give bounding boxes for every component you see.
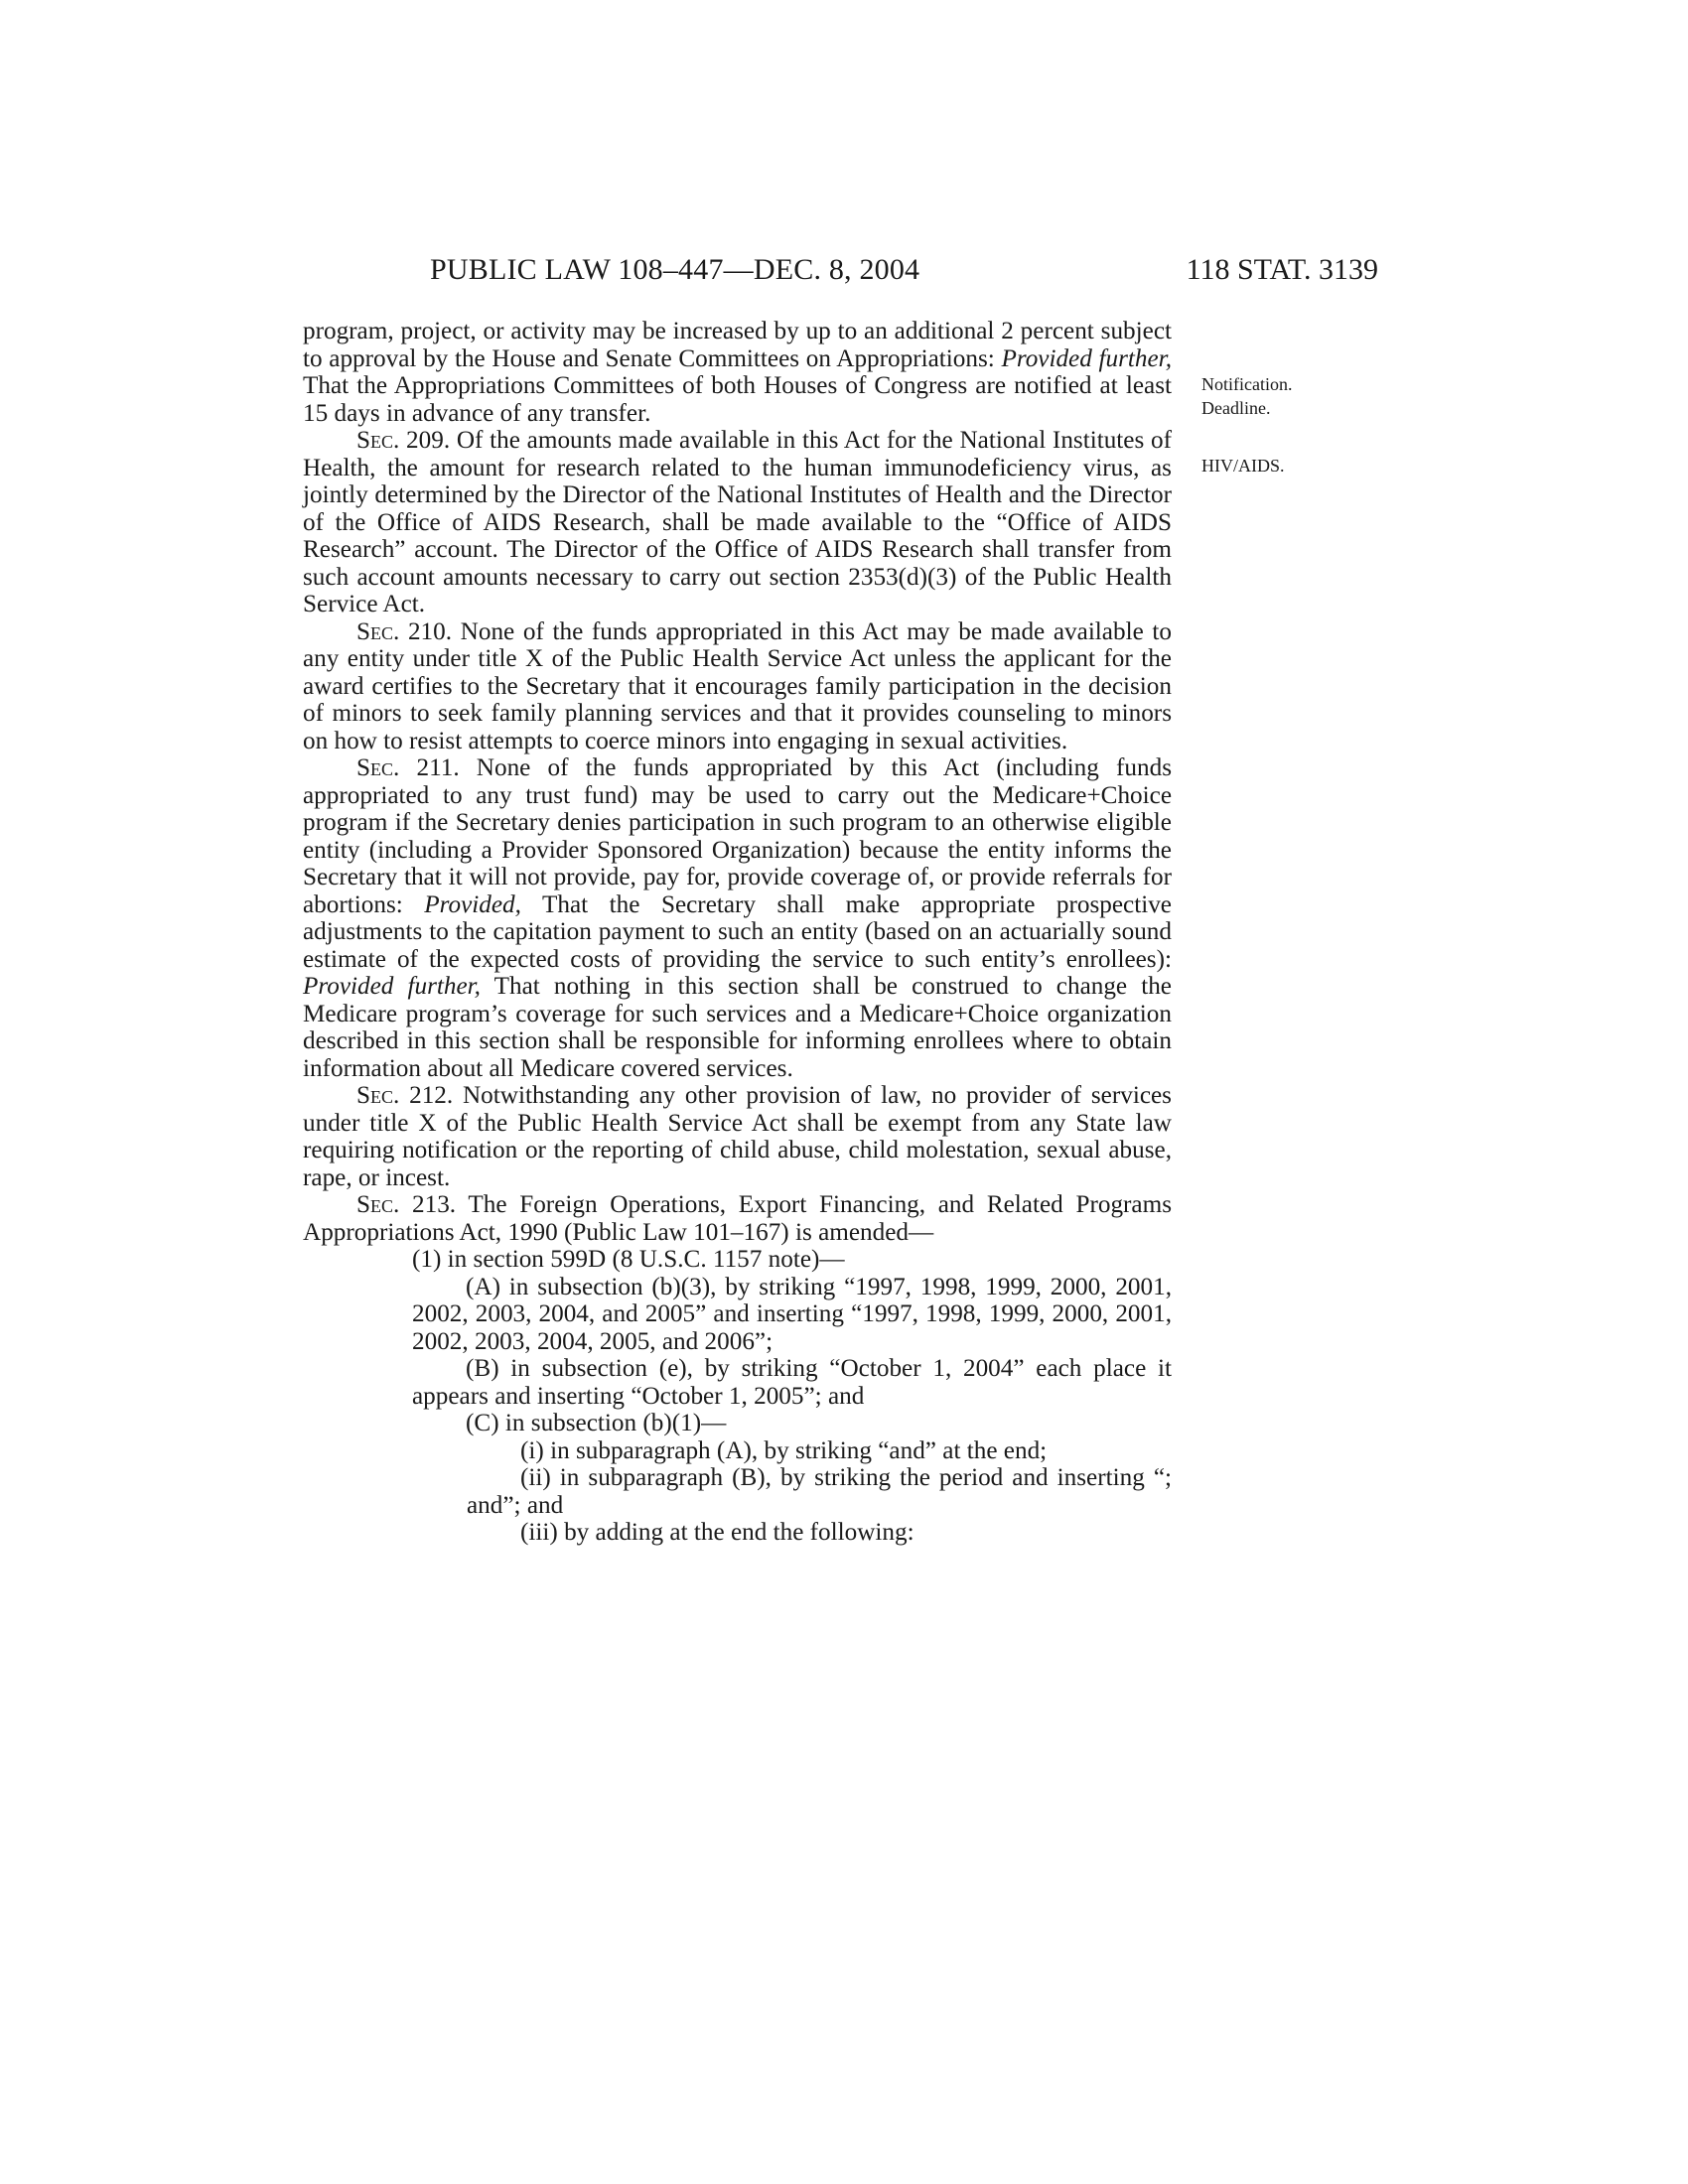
running-head-title: PUBLIC LAW 108–447—DEC. 8, 2004 xyxy=(430,253,920,286)
clause-i: (i) in subparagraph (A), by striking “and” at the end; xyxy=(520,1436,1048,1464)
section-212: Sec. 212. Notwithstanding any other provision of law, no provider of services under title X of the Public Health Service Act shall be exempt from any State law requiring notification or the reporting of child abuse, child molestation, sexual abuse, rape, or incest. xyxy=(303,1082,1172,1191)
running-head xyxy=(303,253,1378,293)
statute-body xyxy=(303,318,1172,1547)
clause-iii: (iii) by adding at the end the following: xyxy=(520,1519,914,1546)
margin-note-notification: Notification. xyxy=(1201,374,1293,394)
paragraph-continuation: program, project, or activity may be increased by up to an additional 2 percent subject to approval by the House and Senate Committees on Appropriations: Provided further, That the Appropriations Committees of both Houses of Congress are notified at least 15 days in advance of any transfer. xyxy=(303,318,1172,427)
margin-note-deadline: Deadline. xyxy=(1201,398,1271,418)
section-213: Sec. 213. The Foreign Operations, Export Financing, and Related Programs Appropriations Act, 1990 (Public Law 101–167) is amended— xyxy=(303,1191,1172,1246)
statute-page-number: 118 STAT. 3139 xyxy=(1186,253,1378,286)
section-211: Sec. 211. None of the funds appropriated by this Act (including funds appropriated to any trust fund) may be used to carry out the Medicare+Choice program if the Secretary denies participation in such program to an otherwise eligible entity (including a Provider Sponsored Organization) because the entity informs the Secretary that it will not provide, pay for, provide coverage of, or provide referrals for abortions: Provided, That the Secretary shall make appropriate prospective adjustments to the capitation payment to such an entity (based on an actuarially sound estimate of the expected costs of providing the service to such entity’s enrollees): Provided further, That nothing in this section shall be construed to change the Medicare program’s coverage for such services and a Medicare+Choice organization described in this section shall be responsible for informing enrollees where to obtain information about all Medicare covered services. xyxy=(303,754,1172,1082)
clause-ii: (ii) in subparagraph (B), by striking the period and inserting “; and”; and xyxy=(467,1464,1172,1519)
subparagraph-b: (B) in subsection (e), by striking “October 1, 2004” each place it appears and inserting “October 1, 2005”; and xyxy=(412,1355,1172,1410)
section-209: Sec. 209. Of the amounts made available in this Act for the National Institutes of Health, the amount for research related to the human immunodeficiency virus, as jointly determined by the Director of the National Institutes of Health and the Director of the Office of AIDS Research, shall be made available to the “Office of AIDS Research” account. The Director of the Office of AIDS Research shall transfer from such account amounts necessary to carry out section 2353(d)(3) of the Public Health Service Act. xyxy=(303,427,1172,617)
paragraph-1: (1) in section 599D (8 U.S.C. 1157 note)— xyxy=(412,1246,845,1273)
subparagraph-a: (A) in subsection (b)(3), by striking “1997, 1998, 1999, 2000, 2001, 2002, 2003, 2004, and 2005” and inserting “1997, 1998, 1999, 2000, 2001, 2002, 2003, 2004, 2005, and 2006”; xyxy=(412,1273,1172,1355)
subparagraph-c: (C) in subsection (b)(1)— xyxy=(466,1410,727,1436)
section-210: Sec. 210. None of the funds appropriated in this Act may be made available to any entity under title X of the Public Health Service Act unless the applicant for the award certifies to the Secretary that it encourages family participation in the decision of minors to seek family planning services and that it provides counseling to minors on how to resist attempts to coerce minors into engaging in sexual activities. xyxy=(303,617,1172,754)
margin-note-hiv: HIV/AIDS. xyxy=(1201,456,1285,476)
